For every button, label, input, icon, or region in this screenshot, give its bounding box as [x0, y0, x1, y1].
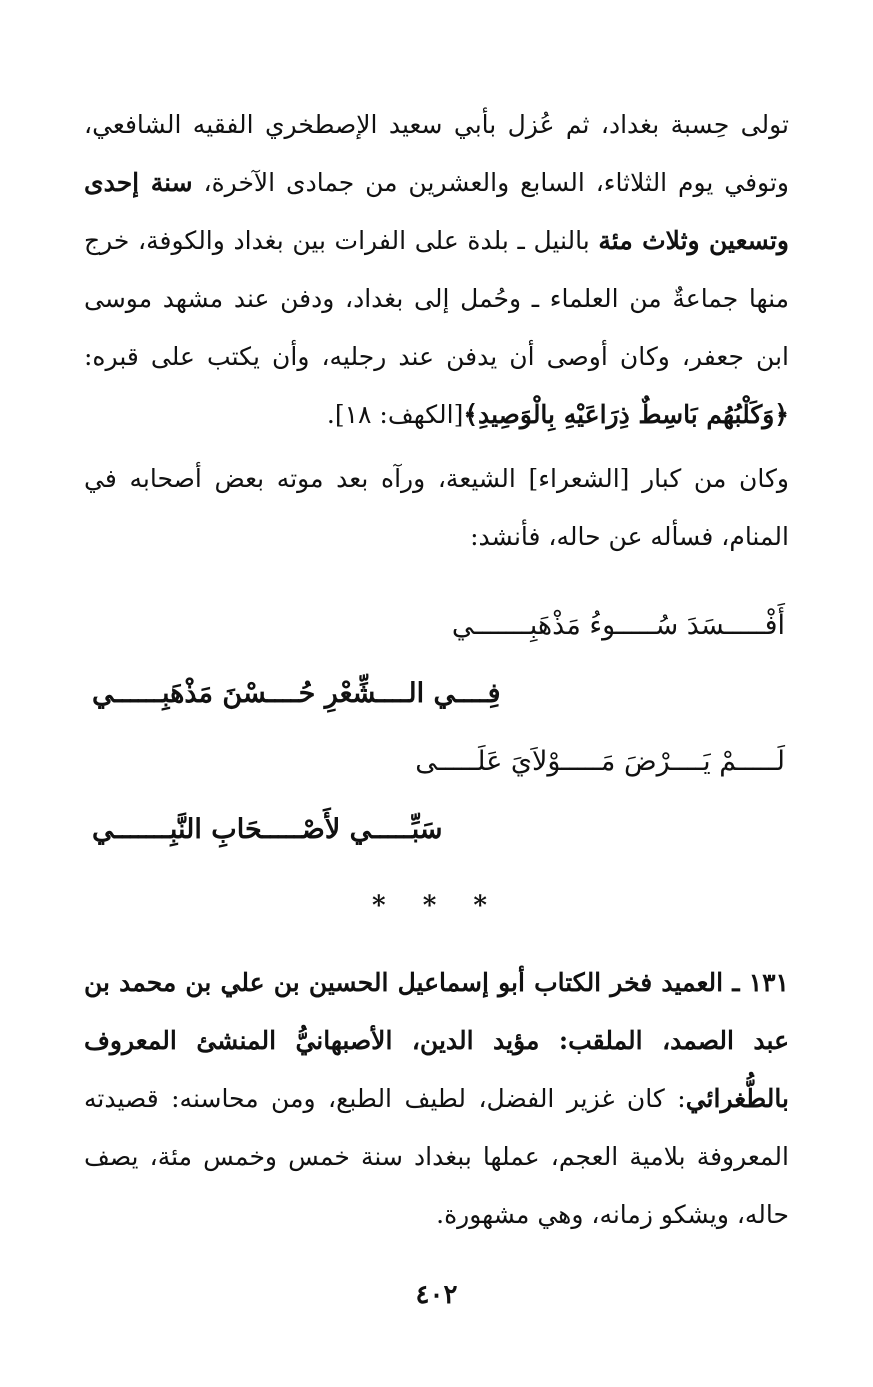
entry-text: : كان غزير الفضل، لطيف الطبع، ومن محاسنه: قصيدته المعروفة بلامية العجم، عملها ببغداد سنة خمس وخمس مئة، يصف حاله، ويشكو زمانه، وهي مشهورة. [84, 1084, 789, 1229]
quran-verse: ﴿وَكَلْبُهُم بَاسِطٌ ذِرَاعَيْهِ بِالْوَصِيدِ﴾ [463, 400, 789, 429]
section-separator: * * * [372, 891, 501, 921]
paragraph-hisba [84, 96, 789, 444]
paragraph-text: تولى حِسبة بغداد، ثم عُزل بأبي سعيد الإصطخري الفقيه الشافعي، وتوفي يوم الثلاثاء، السابع والعشرين من جمادى الآخرة، [84, 110, 789, 197]
poem-verse-4: سَبِّـــــي لأَصْـــــحَابِ النَّبِـــــــي [92, 814, 443, 845]
poem-verse-2: فِــــي الــــشِّعْرِ حُــــسْنَ مَذْهَبِــــــي [92, 678, 501, 709]
poem-verse-1: أَفْـــــسَدَ سُـــــوءُ مَذْهَبِـــــــي [451, 610, 785, 641]
paragraph-text-continued: بالنيل ـ بلدة على الفرات بين بغداد والكوفة، خرج منها جماعةٌ من العلماء ـ وحُمل إلى بغداد، ودفن عند مشهد موسى ابن جعفر، وكان أوصى أن يدفن عند رجليه، وأن يكتب على قبره: [84, 226, 789, 371]
poem-verse-3: لَـــــمْ يَــــرْضَ مَـــــوْلاَيَ عَلَـــــى [415, 746, 785, 777]
quran-reference: [الكهف: ١٨]. [326, 400, 464, 429]
death-date: سنة إحدى وتسعين وثلاث مئة [84, 168, 789, 255]
poem [84, 592, 789, 864]
page-number: ٤٠٢ [415, 1280, 458, 1310]
entry-heading: ١٣١ ـ العميد فخر الكتاب أبو إسماعيل الحسين بن علي بن محمد بن عبد الصمد، الملقب: مؤيد الدين، الأصبهانيُّ المنشئ المعروف بالطُّغرائي [84, 968, 789, 1113]
entry-131 [84, 954, 789, 1244]
paragraph-poets [84, 450, 789, 566]
paragraph-text: وكان من كبار [الشعراء] الشيعة، ورآه بعد موته بعض أصحابه في المنام، فسأله عن حاله، فأنشد: [84, 464, 789, 551]
